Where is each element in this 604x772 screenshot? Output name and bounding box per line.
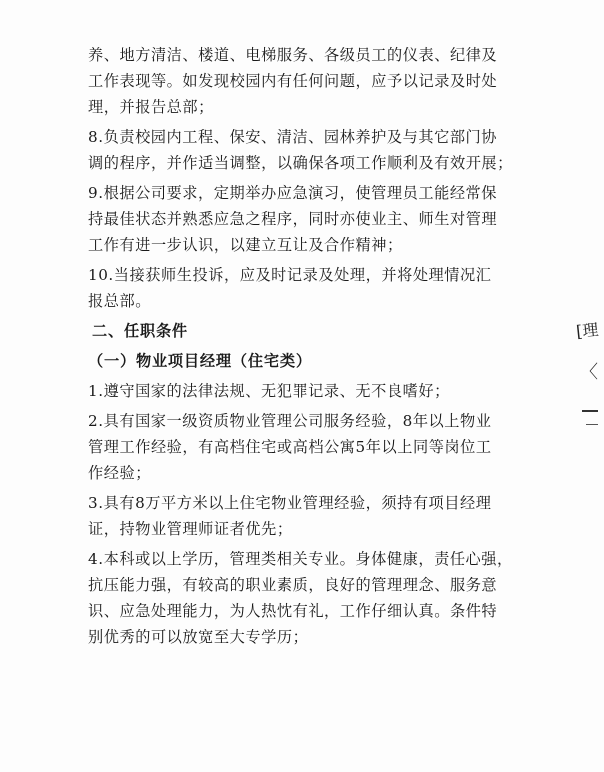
text-line: 证，持物业管理师证者优先； [88,520,293,538]
section-heading: 二、任职条件 [92,322,188,340]
text-line: 持最佳状态并熟悉应急之程序，同时亦使业主、师生对管理 [88,210,498,228]
subsection-heading: （一）物业项目经理（住宅类） [88,352,312,370]
document-body [88,42,518,650]
text-line: 3.具有8万平方米以上住宅物业管理经验，须持有项目经理 [88,494,492,512]
text-line: 调的程序，并作适当调整，以确保各项工作顺利及有效开展； [88,154,513,172]
text-line: 抗压能力强，有较高的职业素质，良好的管理理念、服务意 [88,576,498,594]
text-line: 8.负责校园内工程、保安、清洁、园林养护及与其它部门协 [88,128,498,146]
margin-dash [582,410,598,412]
text-line: 4.本科或以上学历，管理类相关专业。身体健康，责任心强， [88,550,513,568]
text-line: 养、地方清洁、楼道、电梯服务、各级员工的仪表、纪律及 [88,46,498,64]
text-line: 10.当接获师生投诉，应及时记录及处理，并将处理情况汇 [88,266,492,284]
margin-annotation: [理 [575,319,600,342]
text-line: 理，并报告总部； [88,98,214,116]
text-line: 2.具有国家一级资质物业管理公司服务经验，8年以上物业 [88,412,492,430]
text-line: 作经验； [88,464,151,482]
text-line: 9.根据公司要求，定期举办应急演习，使管理员工能经常保 [88,184,498,202]
text-line: 别优秀的可以放宽至大专学历； [88,628,309,646]
text-line: 工作表现等。如发现校园内有任何问题，应予以记录及时处 [88,72,498,90]
text-line: 识、应急处理能力，为人热忱有礼，工作仔细认真。条件特 [88,602,498,620]
text-line: 报总部。 [88,292,151,310]
text-line: 工作有进一步认识，以建立互让及合作精神； [88,236,403,254]
text-line: 管理工作经验，有高档住宅或高档公寓5年以上同等岗位工 [88,438,492,456]
margin-annotation: 〈 [580,362,598,383]
margin-dash [586,424,598,425]
text-line: 1.遵守国家的法律法规、无犯罪记录、无不良嗜好； [88,382,450,400]
